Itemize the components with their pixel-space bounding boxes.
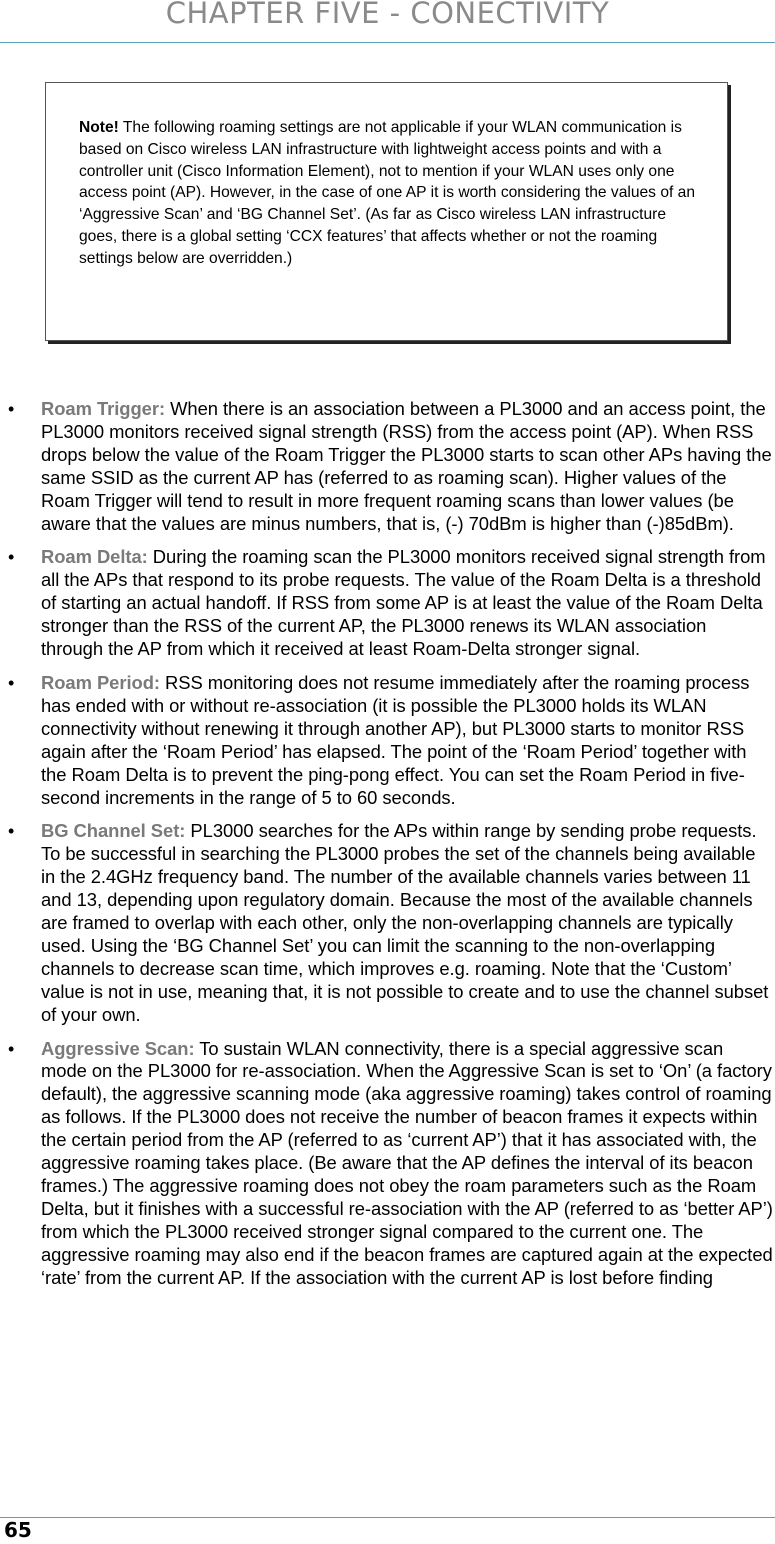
page-number: 65 — [4, 1518, 32, 1542]
page-header — [0, 0, 775, 43]
note-text: The following roaming settings are not applicable if your WLAN communication is based on Cisco wireless LAN infrastructure with lightweight access points and with a controller unit (Cisco Information Element), not to mention if your WLAN uses only one access point (AP). However, in the case of one AP it is worth considering the values of an ‘Aggressive Scan’ and ‘BG Channel Set’. (As far as Cisco wireless LAN infrastructure goes, there is a global setting ‘CCX features’ that affects whether or not the roaming settings below are overridden.) — [79, 119, 695, 267]
item-text: PL3000 searches for the APs within range by sending probe requests. To be successful in searching the PL3000 probes the set of the channels being available in the 2.4GHz frequency band. The number of the available channels varies between 11 and 13, depending upon regulatory domain. Because the most of the available channels are framed to overlap with each other, only the non-overlapping channels are typically used. Using the ‘BG Channel Set’ you can limit the scanning to the non-overlapping channels to decrease scan time, which improves e.g. roaming. Note that the ‘Custom’ value is not in use, meaning that, it is not possible to create and to use the channel subset of your own. — [41, 820, 769, 1025]
page-footer — [0, 1517, 775, 1544]
bullet-icon: • — [8, 1038, 15, 1059]
bullet-icon: • — [8, 399, 15, 419]
bullet-icon: • — [8, 821, 15, 842]
item-term: Aggressive Scan: — [41, 1037, 195, 1059]
item-text: When there is an association between a PL3000 and an access point, the PL3000 monitors received signal strength (RSS) from the access point (AP). When RSS drops below the value of the Roam Trigger the PL3000 starts to scan other APs having the same SSID as the current AP has (referred to as roaming scan). Higher values of the Roam Trigger will tend to result in more frequent roaming scans than lower values (be aware that the values are minus numbers, that is, (-) 70dBm is higher than (-)85dBm). — [41, 398, 772, 534]
chapter-title: CHAPTER FIVE - CONECTIVITY — [165, 0, 610, 30]
item-term: Roam Period: — [41, 671, 160, 693]
note-box — [45, 82, 728, 341]
item-term: Roam Trigger: — [41, 398, 166, 419]
list-item-roam-trigger — [0, 398, 775, 535]
list-item-aggressive-scan — [0, 1038, 775, 1290]
bullet-icon: • — [8, 547, 15, 568]
item-text: During the roaming scan the PL3000 monitors received signal strength from all the APs that respond to its probe requests. The value of the Roam Delta is a threshold of starting an actual handoff. If RSS from some AP is at least the value of the Roam Delta stronger than the RSS of the current AP, the PL3000 renews its WLAN association through the AP from which it received at least Roam-Delta stronger signal. — [41, 546, 766, 660]
item-text: RSS monitoring does not resume immediately after the roaming process has ended with or without re-association (it is possible the PL3000 holds its WLAN connectivity without renewing it through another AP), but PL3000 starts to monitor RSS again after the ‘Roam Period’ has elapsed. The point of the ‘Roam Period’ together with the Roam Delta is to prevent the ping-pong effect. You can set the Roam Period in five-second increments in the range of 5 to 60 seconds. — [41, 671, 750, 808]
list-item-bg-channel-set — [0, 820, 775, 1026]
list-item-roam-period — [0, 672, 775, 809]
list-item-roam-delta — [0, 546, 775, 661]
item-term: Roam Delta: — [41, 546, 148, 568]
bullet-icon: • — [8, 672, 15, 693]
item-text: To sustain WLAN connectivity, there is a special aggressive scan mode on the PL3000 for re-association. When the Aggressive Scan is set to ‘On’ (a factory default), the aggressive scanning mode (aka aggressive roaming) takes control of roaming as follows. If the PL3000 does not receive the number of beacon frames it expects within the certain period from the AP (referred to as ‘current AP’) that it has associated with, the aggressive roaming takes place. (Be aware that the AP defines the interval of its beacon frames.) The aggressive roaming does not obey the roam parameters such as the Roam Delta, but it finishes with a successful re-association with the AP (referred to as ‘better AP’) from which the PL3000 received stronger signal compared to the current one. The aggressive roaming may also end if the beacon frames are captured again at the expected ‘rate’ from the current AP. If the association with the current AP is lost before finding — [41, 1037, 773, 1288]
item-term: BG Channel Set: — [41, 820, 186, 842]
note-label: Note! — [79, 119, 119, 136]
settings-list — [0, 398, 775, 1301]
